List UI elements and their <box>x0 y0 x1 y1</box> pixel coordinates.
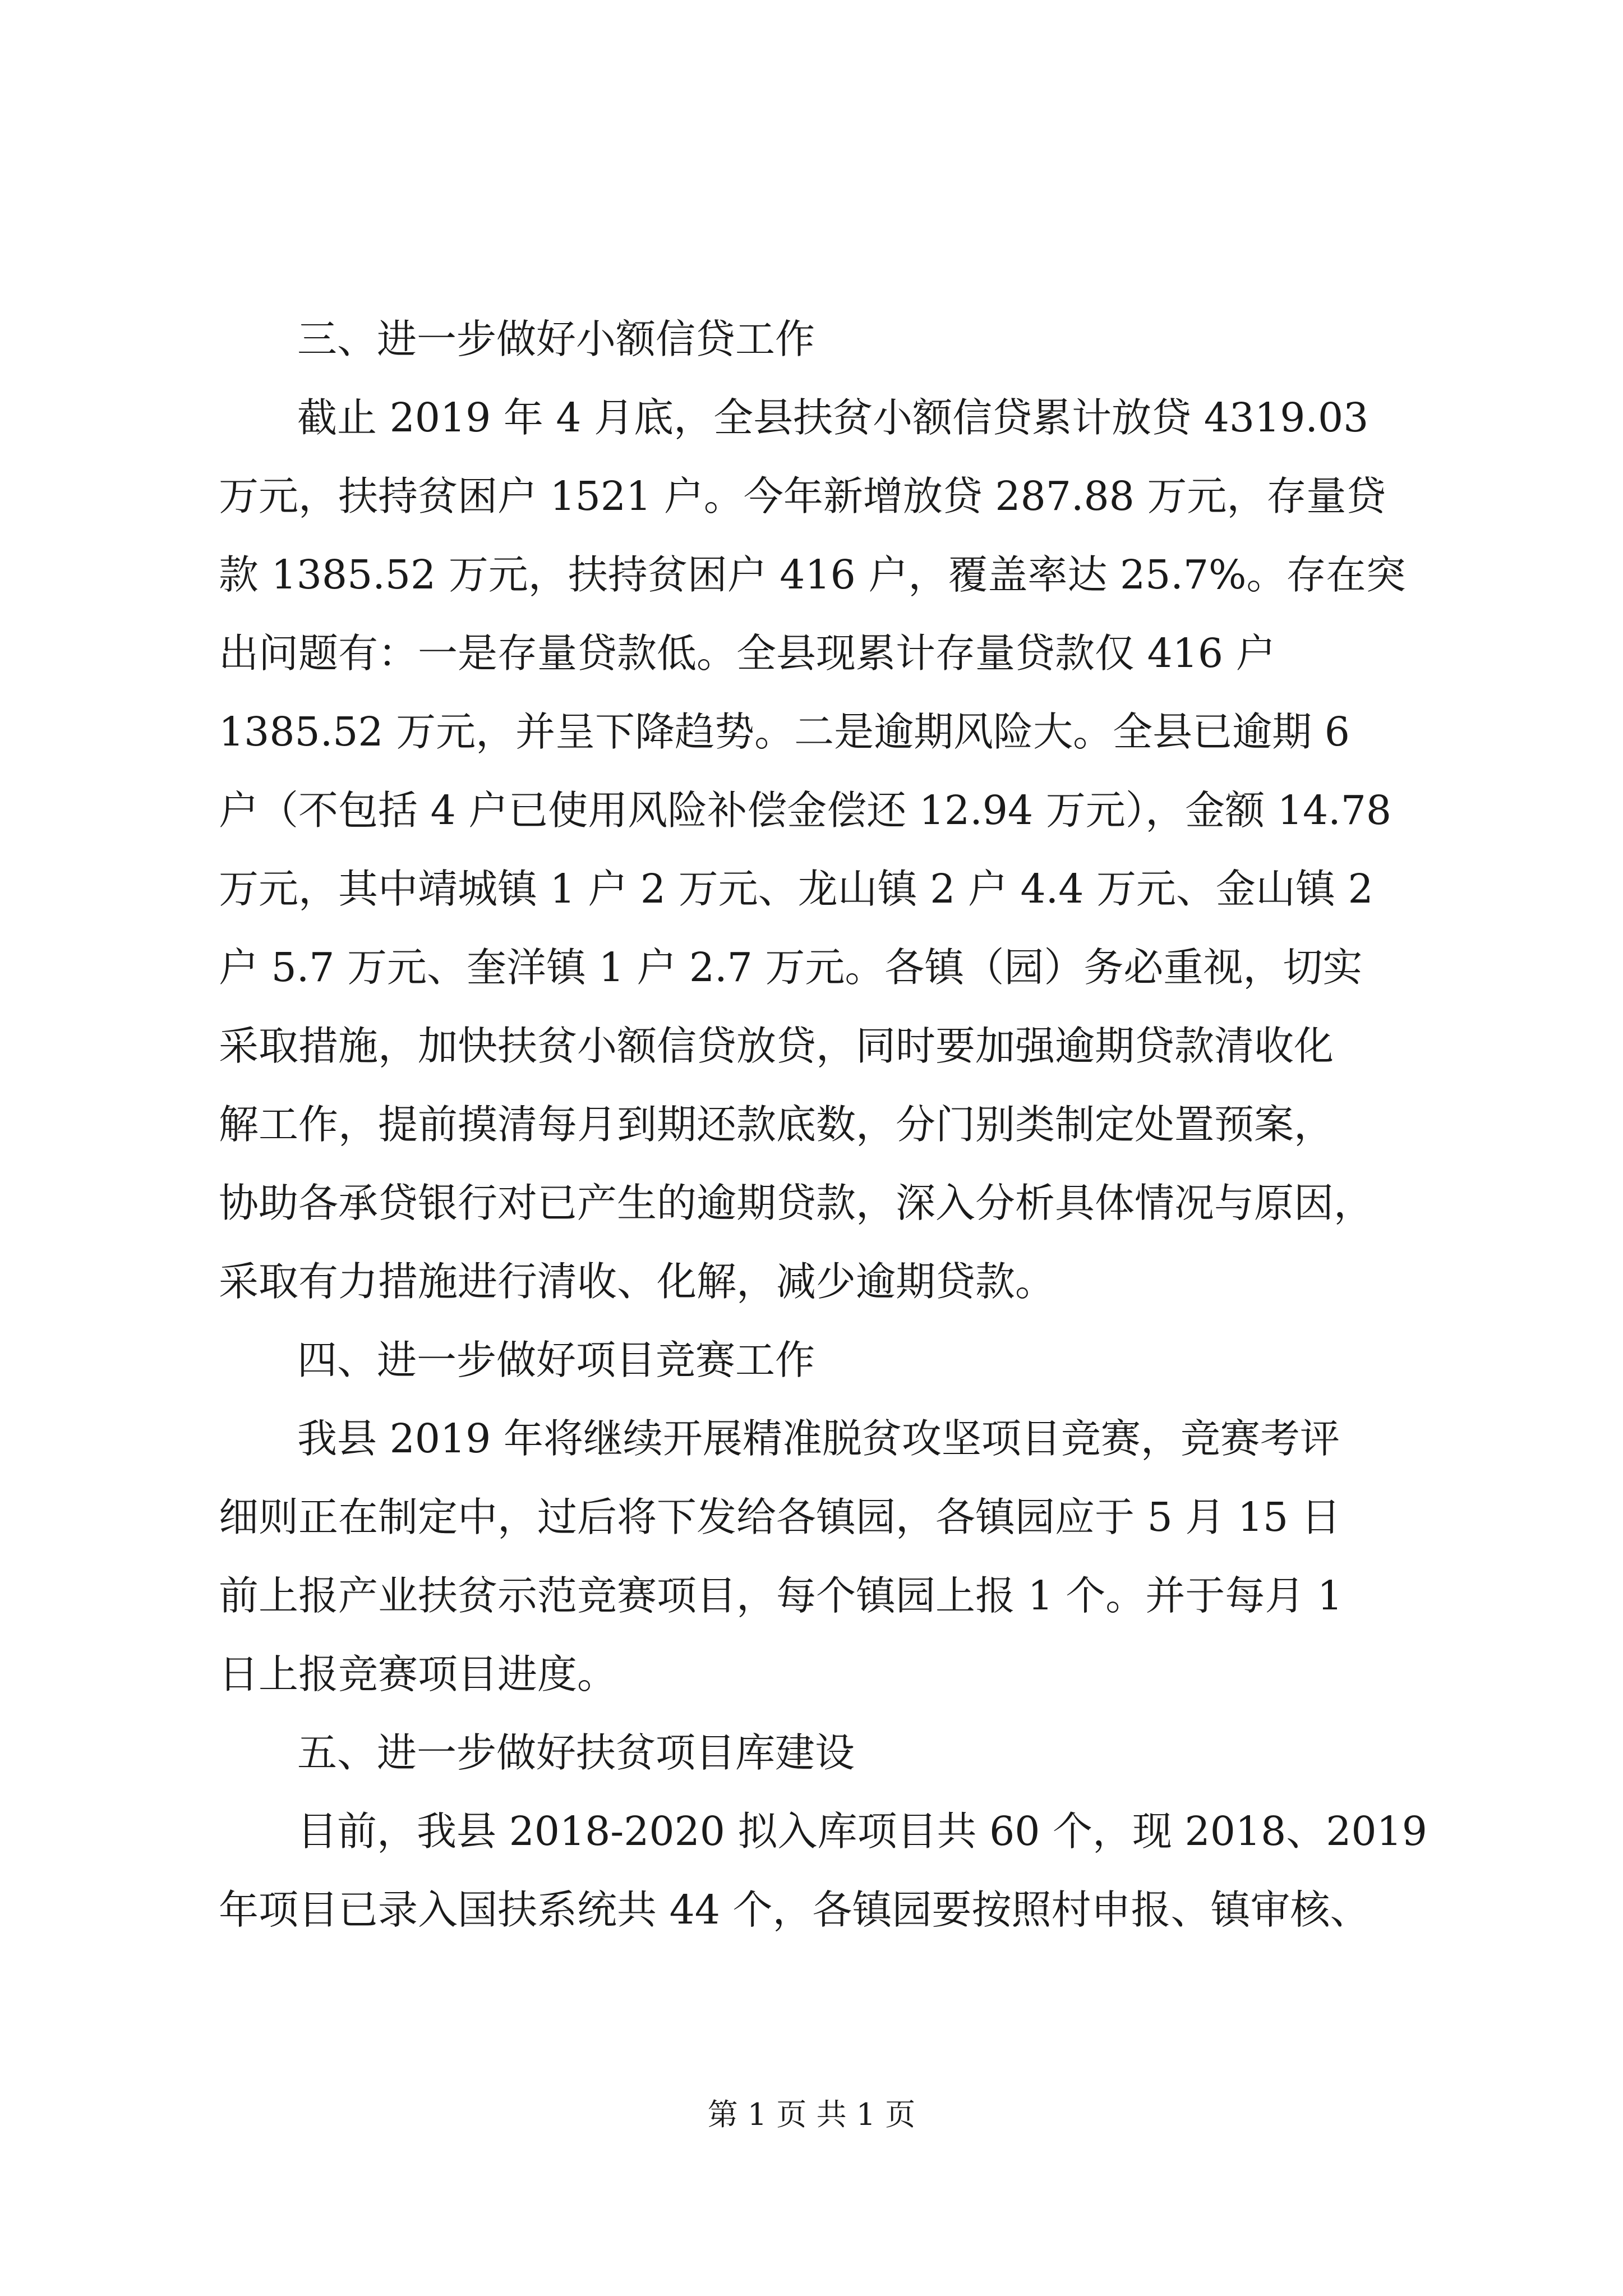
paragraph-line: 协助各承贷银行对已产生的逾期贷款，深入分析具体情况与原因， <box>219 1180 1374 1226</box>
section-heading: 五、进一步做好扶贫项目库建设 <box>297 1729 855 1776</box>
paragraph-line: 我县 2019 年将继续开展精准脱贫攻坚项目竞赛，竞赛考评 <box>297 1415 1340 1462</box>
paragraph-line: 户 5.7 万元、奎洋镇 1 户 2.7 万元。各镇（园）务必重视，切实 <box>219 944 1363 991</box>
paragraph-line: 1385.52 万元，并呈下降趋势。二是逾期风险大。全县已逾期 6 <box>219 708 1350 755</box>
section-heading: 四、进一步做好项目竞赛工作 <box>297 1337 815 1383</box>
paragraph-line: 前上报产业扶贫示范竞赛项目，每个镇园上报 1 个。并于每月 1 <box>219 1572 1343 1619</box>
paragraph-line: 截止 2019 年 4 月底，全县扶贫小额信贷累计放贷 4319.03 <box>297 394 1369 441</box>
paragraph-line: 万元，其中靖城镇 1 户 2 万元、龙山镇 2 户 4.4 万元、金山镇 2 <box>219 866 1373 912</box>
paragraph-line: 年项目已录入国扶系统共 44 个，各镇园要按照村申报、镇审核、 <box>219 1887 1370 1933</box>
paragraph-line: 目前，我县 2018-2020 拟入库项目共 60 个，现 2018、2019 <box>297 1808 1427 1855</box>
paragraph-line: 解工作，提前摸清每月到期还款底数，分门别类制定处置预案， <box>219 1101 1334 1148</box>
page-footer: 第 1 页 共 1 页 <box>707 2097 916 2132</box>
section-heading: 三、进一步做好小额信贷工作 <box>297 316 815 362</box>
paragraph-line: 采取有力措施进行清收、化解，减少逾期贷款。 <box>219 1258 1055 1305</box>
paragraph-line: 款 1385.52 万元，扶持贫困户 416 户，覆盖率达 25.7%。存在突 <box>219 551 1406 598</box>
paragraph-line: 采取措施，加快扶贫小额信贷放贷，同时要加强逾期贷款清收化 <box>219 1023 1334 1069</box>
paragraph-line: 出问题有：一是存量贷款低。全县现累计存量贷款仅 416 户 <box>219 630 1276 677</box>
paragraph-line: 户（不包括 4 户已使用风险补偿金偿还 12.94 万元），金额 14.78 <box>219 787 1392 834</box>
paragraph-line: 万元，扶持贫困户 1521 户。今年新增放贷 287.88 万元，存量贷 <box>219 473 1386 519</box>
paragraph-line: 日上报竞赛项目进度。 <box>219 1651 617 1697</box>
paragraph-line: 细则正在制定中，过后将下发给各镇园，各镇园应于 5 月 15 日 <box>219 1494 1341 1540</box>
